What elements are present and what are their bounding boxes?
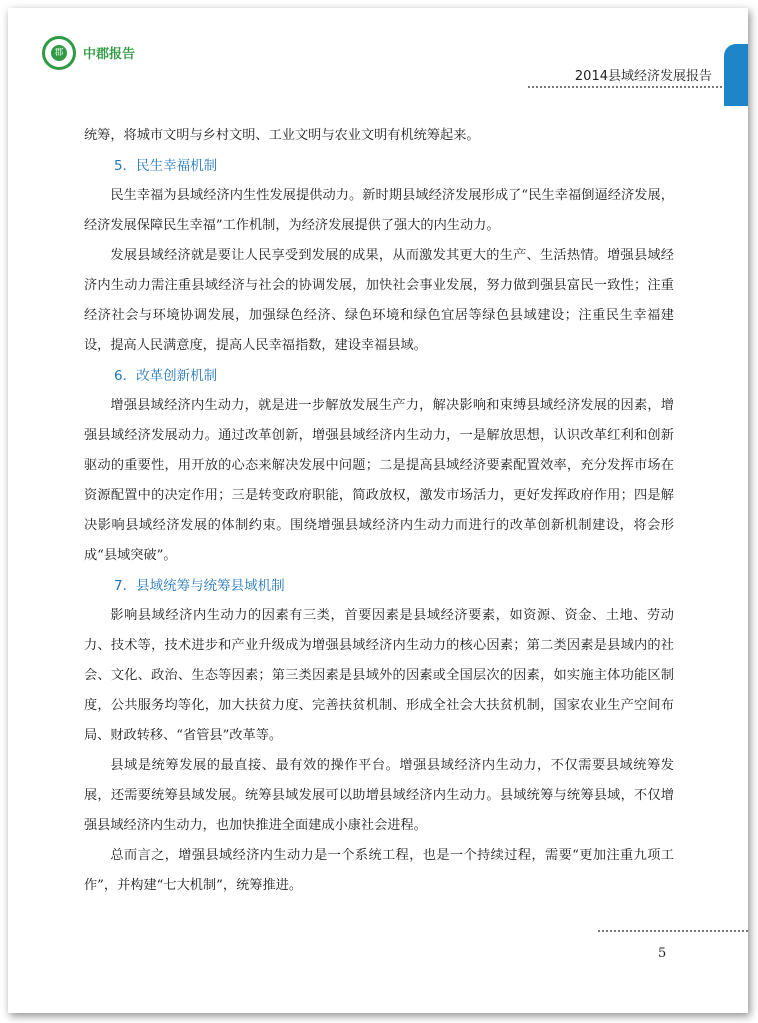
header-divider <box>528 86 730 88</box>
paragraph: 民生幸福为县域经济内生性发展提供动力。新时期县域经济发展形成了“民生幸福倒逼经济发展，经济发展保障民生幸福”工作机制，为经济发展提供了强大的内生动力。 <box>84 188 674 233</box>
running-title: 2014县域经济发展报告 <box>574 69 712 84</box>
paragraph: 总而言之，增强县域经济内生动力是一个系统工程，也是一个持续过程，需要“更加注重九项工作”，并构建“七大机制”，统筹推进。 <box>84 848 674 893</box>
page-body <box>84 121 674 901</box>
document-page <box>8 8 748 1013</box>
paragraph: 影响县域经济内生动力的因素有三类，首要因素是县域经济要素，如资源、资金、土地、劳动力、技术等，技术进步和产业升级成为增强县域经济内生动力的核心因素；第二类因素是县域内的社会、文化、政治、生态等因素；第三类因素是县域外的因素或全国层次的因素，如实施主体功能区制度，公共服务均等化，加大扶贫力度、完善扶贫机制、形成全社会大扶贫机制，国家农业生产空间布局、财政转移、“省管县”改革等。 <box>84 608 674 743</box>
page-number: 5 <box>658 946 667 961</box>
chapter-tab-marker <box>724 44 748 106</box>
zhongjun-logo-icon <box>42 36 76 70</box>
section-heading-7: 7．县域统筹与统筹县域机制 <box>114 578 285 594</box>
logo-text: 中郡报告 <box>83 47 136 62</box>
paragraph: 增强县域经济内生动力，就是进一步解放发展生产力，解决影响和束缚县域经济发展的因素，增强县域经济发展动力。通过改革创新，增强县域经济内生动力，一是解放思想，认识改革红利和创新驱动的重要性，用开放的心态来解决发展中问题；二是提高县域经济要素配置效率，充分发挥市场在资源配置中的决定作用；三是转变政府职能，简政放权，激发市场活力，更好发挥政府作用；四是解决影响县域经济发展的体制约束。围绕增强县域经济内生动力而进行的改革创新机制建设，将会形成“县域突破”。 <box>84 398 674 563</box>
section-heading-6: 6．改革创新机制 <box>114 368 218 384</box>
paragraph: 发展县域经济就是要让人民享受到发展的成果，从而激发其更大的生产、生活热情。增强县域经济内生动力需注重县域经济与社会的协调发展，加快社会事业发展，努力做到强县富民一致性；注重经济社会与环境协调发展，加强绿色经济、绿色环境和绿色宜居等绿色县域建设；注重民生幸福建设，提高人民满意度，提高人民幸福指数，建设幸福县域。 <box>84 248 674 353</box>
logo-glyph: 郡 <box>51 45 67 61</box>
section-heading-5: 5．民生幸福机制 <box>114 158 218 174</box>
footer-divider <box>598 930 748 932</box>
paragraph: 统筹，将城市文明与乡村文明、工业文明与农业文明有机统筹起来。 <box>84 128 480 143</box>
paragraph: 县域是统筹发展的最直接、最有效的操作平台。增强县域经济内生动力，不仅需要县域统筹发展，还需要统筹县域发展。统筹县域发展可以助增县域经济内生动力。县域统筹与统筹县域，不仅增强县域经济内生动力，也加快推进全面建成小康社会进程。 <box>84 758 674 833</box>
